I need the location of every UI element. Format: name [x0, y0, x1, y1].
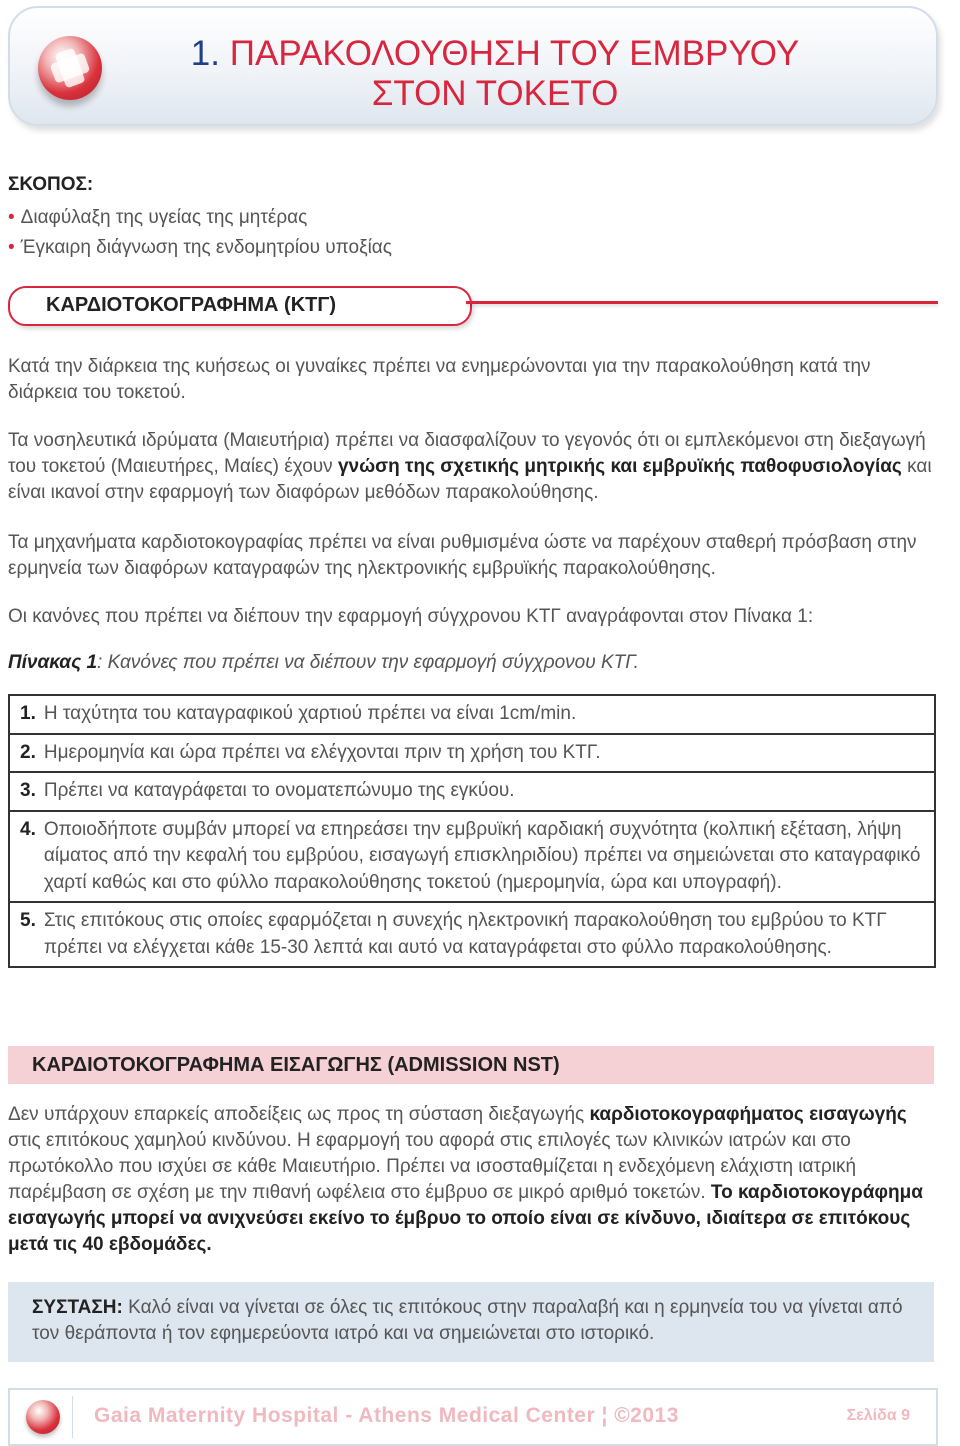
paragraph: Δεν υπάρχουν επαρκείς αποδείξεις ως προς τη σύσταση διεξαγωγής καρδιοτοκογραφήματος εισαγωγής στις επιτόκους χαμηλού κινδύνου. Η εφαρμογή του αφορά στις επιλογές των κλινικών ιατρών και στο πρωτόκολλο που ισχύει σε κάθε Μαιευτήριο. Πρέπει να ισοσταθμίζεται η ενδεχόμενη ελάχιστη ιατρική παρέμβαση σε σχέση με την πιθανή ωφέλεια στο έμβρυο σε μικρό αριθμό τοκετών. Το καρδιοτοκογράφημα εισαγωγής μπορεί να ανιχνεύσει εκείνο το έμβρυο το οποίο είναι σε κίνδυνο, ιδιαίτερα σε επιτόκους μετά τις 40 εβδομάδες. — [8, 1104, 923, 1255]
chapter-title — [170, 34, 820, 114]
table-row: 1. Η ταχύτητα του καταγραφικού χαρτιού πρέπει να είναι 1cm/min. — [9, 695, 935, 734]
rules-table — [8, 694, 936, 968]
footer-text: Gaia Maternity Hospital - Athens Medical Center ¦ ©2013 — [94, 1404, 679, 1427]
recommendation-label: ΣΥΣΤΑΣΗ: — [32, 1297, 123, 1318]
aims-item: • Διαφύλαξη της υγείας της μητέρας — [8, 207, 308, 228]
table-row: 5. Στις επιτόκους στις οποίες εφαρμόζεται η συνεχής ηλεκτρονική παρακολούθηση του εμβρύου το ΚΤΓ πρέπει να ελέγχεται κάθε 15-30 λεπτά και αυτό να καταγράφεται στο φύλλο παρακολούθησης. — [9, 902, 935, 967]
table-caption: Πίνακας 1: Κανόνες που πρέπει να διέπουν την εφαρμογή σύγχρονου ΚΤΓ. — [8, 652, 639, 673]
recommendation-text: Καλό είναι να γίνεται σε όλες τις επιτόκους στην παραλαβή και η ερμηνεία του να γίνεται από τον θεράποντα ή τον εφημερεύοντα ιατρό και να σημειώνεται στο ιστορικό. — [32, 1297, 903, 1344]
chapter-title-line1: ΠΑΡΑΚΟΛΟΥΘΗΣΗ ΤΟΥ ΕΜΒΡΥΟΥ — [229, 34, 800, 73]
table-row: 3. Πρέπει να καταγράφεται το ονοματεπώνυμο της εγκύου. — [9, 772, 935, 811]
bullet-icon: • — [8, 207, 15, 228]
footer-logo-icon — [26, 1400, 60, 1434]
aims-list — [8, 203, 392, 263]
hospital-logo-icon — [38, 36, 102, 100]
paragraph: Τα μηχανήματα καρδιοτοκογραφίας πρέπει να είναι ρυθμισμένα ώστε να παρέχουν σταθερή πρόσβαση στην ερμηνεία των διαφόρων καταγραφών της ηλεκτρονικής εμβρυϊκής παρακολούθησης. — [8, 532, 917, 579]
chapter-number: 1. — [190, 34, 220, 73]
table-row: 4. Οποιοδήποτε συμβάν μπορεί να επηρεάσει την εμβρυϊκή καρδιακή συχνότητα (κολπική εξέταση, λήψη αίματος από την κεφαλή του εμβρύου, εισαγωγή επισκληριδίου) πρέπει να σημειώνεται στο καταγραφικό χαρτί καθώς και στο φύλλο παρακολούθησης τοκετού (ημερομηνία, ώρα και υπογραφή). — [9, 811, 935, 903]
aims-item: • Έγκαιρη διάγνωση της ενδομητρίου υποξίας — [8, 237, 392, 258]
paragraph: Τα νοσηλευτικά ιδρύματα (Μαιευτήρια) πρέπει να διασφαλίζουν το γεγονός ότι οι εμπλεκόμενοι στη διεξαγωγή του τοκετού (Μαιευτήρες, Μαίες) έχουν γνώση της σχετικής μητρικής και εμβρυϊκής παθοφυσιολογίας και είναι ικανοί στην εφαρμογή των διαφόρων μεθόδων παρακολούθησης. — [8, 430, 932, 503]
chapter-title-line2: ΣΤΟΝ ΤΟΚΕΤΟ — [371, 74, 619, 113]
chapter-header — [8, 6, 938, 126]
paragraph: Κατά την διάρκεια της κυήσεως οι γυναίκες πρέπει να ενημερώνονται για την παρακολούθηση κατά την διάρκεια του τοκετού. — [8, 356, 871, 403]
paragraph: Οι κανόνες που πρέπει να διέπουν την εφαρμογή σύγχρονου ΚΤΓ αναγράφονται στον Πίνακα 1: — [8, 606, 814, 627]
page-footer — [8, 1388, 938, 1446]
section-heading-admission: ΚΑΡΔΙΟΤΟΚΟΓΡΑΦΗΜΑ ΕΙΣΑΓΩΓΗΣ (ADMISSION NST) — [8, 1046, 934, 1084]
section-divider — [466, 301, 938, 304]
footer-divider — [72, 1396, 73, 1438]
bullet-icon: • — [8, 237, 15, 258]
aims-title: ΣΚΟΠΟΣ: — [8, 174, 94, 195]
recommendation-box — [8, 1282, 934, 1362]
section-heading-ctg: ΚΑΡΔΙΟΤΟΚΟΓΡΑΦΗΜΑ (ΚΤΓ) — [8, 286, 472, 326]
table-row: 2. Ημερομηνία και ώρα πρέπει να ελέγχονται πριν τη χρήση του ΚΤΓ. — [9, 734, 935, 773]
page-number: Σελίδα 9 — [846, 1407, 910, 1424]
